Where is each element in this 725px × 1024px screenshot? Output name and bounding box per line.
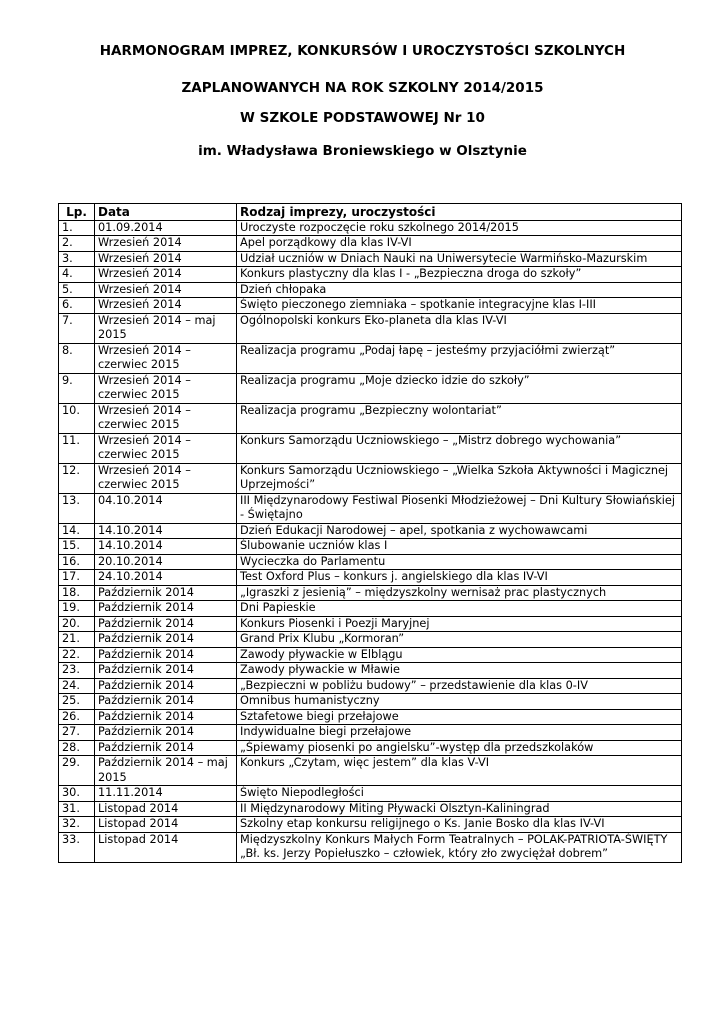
row-number: 18. [59, 585, 95, 601]
row-number: 19. [59, 601, 95, 617]
table-row [59, 523, 682, 539]
table-row [59, 801, 682, 817]
header-event-type: Rodzaj imprezy, uroczystości [237, 204, 682, 221]
row-number: 11. [59, 433, 95, 463]
row-number: 9. [59, 373, 95, 403]
row-number: 7. [59, 313, 95, 343]
row-event: Realizacja programu „Moje dziecko idzie do szkoły” [237, 373, 682, 403]
row-event: Konkurs Samorządu Uczniowskiego – „Wielka Szkoła Aktywności i Magicznej Uprzejmości” [237, 463, 682, 493]
row-number: 25. [59, 694, 95, 710]
row-number: 23. [59, 663, 95, 679]
row-date: Październik 2014 [95, 601, 237, 617]
row-number: 26. [59, 709, 95, 725]
table-row [59, 585, 682, 601]
row-event: „Igraszki z jesienią” – międzyszkolny wernisaż prac plastycznych [237, 585, 682, 601]
row-date: Październik 2014 [95, 725, 237, 741]
row-event: Ślubowanie uczniów klas I [237, 539, 682, 555]
table-row [59, 539, 682, 555]
document-title-line-1: HARMONOGRAM IMPREZ, KONKURSÓW I UROCZYSTOŚCI SZKOLNYCH [99, 43, 626, 59]
row-event: Test Oxford Plus – konkurs j. angielskiego dla klas IV-VI [237, 570, 682, 586]
table-row [59, 236, 682, 252]
row-event: Szkolny etap konkursu religijnego o Ks. Janie Bosko dla klas IV-VI [237, 817, 682, 833]
row-event: „Bezpieczni w pobliżu budowy” – przedstawienie dla klas 0-IV [237, 678, 682, 694]
table-row [59, 832, 682, 862]
row-date: Październik 2014 [95, 678, 237, 694]
table-row [59, 601, 682, 617]
row-number: 8. [59, 343, 95, 373]
table-row [59, 403, 682, 433]
row-number: 27. [59, 725, 95, 741]
row-date: Wrzesień 2014 [95, 236, 237, 252]
table-header-row [59, 204, 682, 221]
row-number: 24. [59, 678, 95, 694]
row-date: Wrzesień 2014 [95, 267, 237, 283]
row-number: 32. [59, 817, 95, 833]
table-row [59, 632, 682, 648]
table-row [59, 647, 682, 663]
row-event: Apel porządkowy dla klas IV-VI [237, 236, 682, 252]
row-date: Wrzesień 2014 [95, 298, 237, 314]
table-row [59, 282, 682, 298]
row-event: Konkurs „Czytam, więc jestem” dla klas V-VI [237, 756, 682, 786]
row-number: 10. [59, 403, 95, 433]
table-row [59, 756, 682, 786]
row-number: 14. [59, 523, 95, 539]
row-number: 33. [59, 832, 95, 862]
row-event: Realizacja programu „Podaj łapę – jesteśmy przyjaciółmi zwierząt” [237, 343, 682, 373]
table-row [59, 463, 682, 493]
row-number: 30. [59, 786, 95, 802]
row-date: Październik 2014 [95, 632, 237, 648]
row-date: Październik 2014 [95, 694, 237, 710]
row-event: Ogólnopolski konkurs Eko-planeta dla klas IV-VI [237, 313, 682, 343]
row-date: Wrzesień 2014 [95, 282, 237, 298]
row-date: 01.09.2014 [95, 220, 237, 236]
row-number: 28. [59, 740, 95, 756]
row-number: 3. [59, 251, 95, 267]
table-row [59, 493, 682, 523]
document-title-line-2: ZAPLANOWANYCH NA ROK SZKOLNY 2014/2015 [181, 80, 544, 96]
row-number: 2. [59, 236, 95, 252]
table-row [59, 616, 682, 632]
row-event: Dzień Edukacji Narodowej – apel, spotkania z wychowawcami [237, 523, 682, 539]
row-event: Dzień chłopaka [237, 282, 682, 298]
row-number: 12. [59, 463, 95, 493]
row-event: Konkurs Piosenki i Poezji Maryjnej [237, 616, 682, 632]
row-number: 17. [59, 570, 95, 586]
row-date: Wrzesień 2014 – czerwiec 2015 [95, 373, 237, 403]
row-date: Październik 2014 – maj 2015 [95, 756, 237, 786]
table-row [59, 663, 682, 679]
row-event: Święto Niepodległości [237, 786, 682, 802]
table-row [59, 554, 682, 570]
row-date: 04.10.2014 [95, 493, 237, 523]
row-number: 22. [59, 647, 95, 663]
header-lp: Lp. [59, 204, 95, 221]
table-row [59, 694, 682, 710]
table-row [59, 570, 682, 586]
table-row [59, 343, 682, 373]
row-event: Święto pieczonego ziemniaka – spotkanie integracyjne klas I-III [237, 298, 682, 314]
row-date: 14.10.2014 [95, 523, 237, 539]
table-row [59, 725, 682, 741]
row-date: Wrzesień 2014 – czerwiec 2015 [95, 433, 237, 463]
row-event: Indywidualne biegi przełajowe [237, 725, 682, 741]
table-row [59, 433, 682, 463]
header-date: Data [95, 204, 237, 221]
document-title-line-4: im. Władysława Broniewskiego w Olsztynie [198, 143, 527, 159]
table-row [59, 817, 682, 833]
row-date: Październik 2014 [95, 616, 237, 632]
row-event: Omnibus humanistyczny [237, 694, 682, 710]
row-number: 16. [59, 554, 95, 570]
row-event: Sztafetowe biegi przełajowe [237, 709, 682, 725]
row-date: 11.11.2014 [95, 786, 237, 802]
row-event: Dni Papieskie [237, 601, 682, 617]
row-number: 4. [59, 267, 95, 283]
row-number: 5. [59, 282, 95, 298]
table-body [59, 220, 682, 862]
row-date: Listopad 2014 [95, 817, 237, 833]
table-row [59, 251, 682, 267]
row-number: 13. [59, 493, 95, 523]
row-date: Październik 2014 [95, 647, 237, 663]
row-event: Zawody pływackie w Mławie [237, 663, 682, 679]
table-row [59, 267, 682, 283]
row-number: 6. [59, 298, 95, 314]
table-row [59, 678, 682, 694]
row-number: 21. [59, 632, 95, 648]
row-event: „Śpiewamy piosenki po angielsku”-występ dla przedszkolaków [237, 740, 682, 756]
table-row [59, 373, 682, 403]
table-row [59, 298, 682, 314]
row-date: Wrzesień 2014 – czerwiec 2015 [95, 343, 237, 373]
document-title-line-3: W SZKOLE PODSTAWOWEJ Nr 10 [240, 110, 485, 126]
table-row [59, 313, 682, 343]
table-row [59, 786, 682, 802]
row-date: Październik 2014 [95, 585, 237, 601]
row-event: Konkurs Samorządu Uczniowskiego – „Mistrz dobrego wychowania” [237, 433, 682, 463]
row-number: 31. [59, 801, 95, 817]
row-number: 15. [59, 539, 95, 555]
row-date: Wrzesień 2014 [95, 251, 237, 267]
row-date: Wrzesień 2014 – maj 2015 [95, 313, 237, 343]
row-date: Listopad 2014 [95, 801, 237, 817]
row-date: Wrzesień 2014 – czerwiec 2015 [95, 403, 237, 433]
row-number: 1. [59, 220, 95, 236]
row-number: 20. [59, 616, 95, 632]
row-event: Realizacja programu „Bezpieczny wolontariat” [237, 403, 682, 433]
table-row [59, 740, 682, 756]
row-date: Listopad 2014 [95, 832, 237, 862]
row-date: 20.10.2014 [95, 554, 237, 570]
row-event: Uroczyste rozpoczęcie roku szkolnego 2014/2015 [237, 220, 682, 236]
row-date: 14.10.2014 [95, 539, 237, 555]
row-date: 24.10.2014 [95, 570, 237, 586]
row-date: Październik 2014 [95, 740, 237, 756]
row-event: Zawody pływackie w Elblągu [237, 647, 682, 663]
row-event: Wycieczka do Parlamentu [237, 554, 682, 570]
row-event: Grand Prix Klubu „Kormoran” [237, 632, 682, 648]
row-date: Październik 2014 [95, 709, 237, 725]
row-date: Październik 2014 [95, 663, 237, 679]
row-event: II Międzynarodowy Miting Pływacki Olsztyn-Kaliningrad [237, 801, 682, 817]
table-row [59, 709, 682, 725]
row-number: 29. [59, 756, 95, 786]
row-event: Konkurs plastyczny dla klas I - „Bezpieczna droga do szkoły” [237, 267, 682, 283]
schedule-table [58, 203, 682, 863]
row-event: III Międzynarodowy Festiwal Piosenki Młodzieżowej – Dni Kultury Słowiańskiej - Świętajno [237, 493, 682, 523]
table-row [59, 220, 682, 236]
row-event: Międzyszkolny Konkurs Małych Form Teatralnych – POLAK-PATRIOTA-ŚWIĘTY „Bł. ks. Jerzy Popiełuszko – człowiek, który zło zwyciężał dobrem” [237, 832, 682, 862]
row-event: Udział uczniów w Dniach Nauki na Uniwersytecie Warmińsko-Mazurskim [237, 251, 682, 267]
row-date: Wrzesień 2014 – czerwiec 2015 [95, 463, 237, 493]
